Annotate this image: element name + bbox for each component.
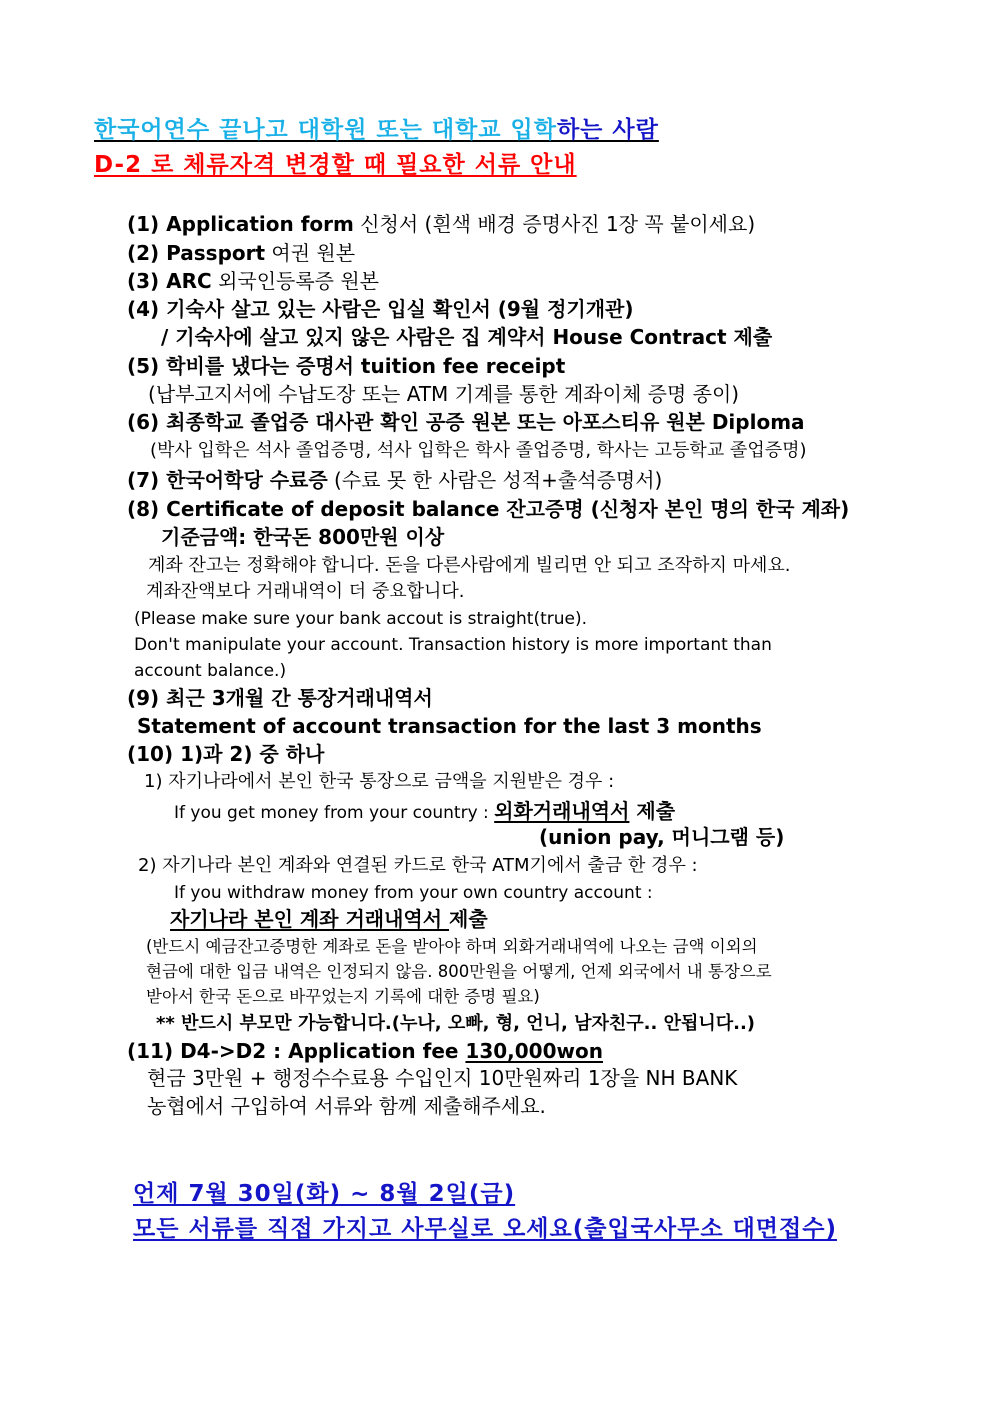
item-11-line-1 [127,1039,603,1063]
item-10-2a: 2) 자기나라 본인 계좌와 연결된 카드로 한국 ATM기에서 출금 한 경우 : [138,855,698,876]
item-2-desc: 여권 원본 [265,241,356,265]
title-cyan-part: 한국어연수 끝나고 대학원 또는 대학교 입학 [94,117,557,143]
item-10-1b-submit: 제출 [629,799,676,823]
item-10-2c [170,907,488,931]
item-11-label: (11) D4->D2 : Application fee [127,1039,466,1063]
item-8-en-1: (Please make sure your bank accout is straight(true). [134,609,588,629]
item-5-line-1: (5) 학비를 냈다는 증명서 tuition fee receipt [127,354,566,378]
item-8-line-1: (8) Certificate of deposit balance 잔고증명 (신청자 본인 명의 한국 계좌) [127,497,850,521]
item-10-note-3: 받아서 한국 돈으로 바꾸었는지 기록에 대한 증명 필요) [146,987,540,1006]
item-11-line-3: 농협에서 구입하여 서류와 함께 제출해주세요. [147,1094,546,1118]
item-1 [127,212,755,236]
item-10-2b: If you withdraw money from your own country account : [174,883,653,903]
item-8-note-2: 계좌잔액보다 거래내역이 더 중요합니다. [146,581,465,602]
title-line-2: D-2 로 체류자격 변경할 때 필요한 서류 안내 [94,152,577,178]
item-3 [127,269,379,293]
item-8-en-2: Don't manipulate your account. Transaction history is more important than [134,635,772,655]
item-4-line-1: (4) 기숙사 살고 있는 사람은 입실 확인서 (9월 정기개관) [127,297,634,321]
title-line-1 [94,117,659,145]
item-8-line-2: 기준금액: 한국돈 800만원 이상 [161,525,445,549]
item-10-2c-submit: 제출 [449,907,488,931]
title-blue-part: 하는 사람 [556,117,659,143]
item-11-line-2: 현금 3만원 + 행정수수료용 수입인지 10만원짜리 1장을 NH BANK [147,1066,738,1090]
item-6-line-1: (6) 최종학교 졸업증 대사관 확인 공증 원본 또는 아포스티유 원본 Diploma [127,410,805,434]
footer-date: 언제 7월 30일(화) ~ 8월 2일(금) [133,1181,516,1207]
item-4-line-2: / 기숙사에 살고 있지 않은 사람은 집 계약서 House Contract 제출 [161,325,773,349]
item-7-desc: (수료 못 한 사람은 성적+출석증명서) [327,468,663,492]
item-10-1b-underlined: 외화거래내역서 [494,799,630,823]
item-7-label: (7) 한국어학당 수료증 [127,468,328,492]
item-8-note-1: 계좌 잔고는 정확해야 합니다. 돈을 다른사람에게 빌리면 안 되고 조작하지 마세요. [148,555,791,576]
item-10-1c: (union pay, 머니그램 등) [539,825,785,849]
item-10-line-1: (10) 1)과 2) 중 하나 [127,742,325,766]
item-3-desc: 외국인등록증 원본 [211,269,379,293]
item-10-1a: 1) 자기나라에서 본인 한국 통장으로 금액을 지원받은 경우 : [144,771,615,792]
item-5-line-2: (납부고지서에 수납도장 또는 ATM 기계를 통한 계좌이체 증명 종이) [148,382,740,406]
item-8-en-3: account balance.) [134,661,287,681]
footer-note: 모든 서류를 직접 가지고 사무실로 오세요(출입국사무소 대면접수) [133,1216,837,1242]
item-10-note-1: (반드시 예금잔고증명한 계좌로 돈을 받아야 하며 외화거래내역에 나오는 금액 이외의 [146,937,758,956]
item-2-label: (2) Passport [127,241,266,265]
item-10-note-4: ** 반드시 부모만 가능합니다.(누나, 오빠, 형, 언니, 남자친구.. 안됩니다..) [156,1013,756,1034]
item-3-label: (3) ARC [127,269,212,293]
item-1-desc: 신청서 (흰색 배경 증명사진 1장 꼭 붙이세요) [353,212,756,236]
item-9-line-2: Statement of account transaction for the last 3 months [137,714,762,738]
item-6-line-2: (박사 입학은 석사 졸업증명, 석사 입학은 학사 졸업증명, 학사는 고등학교 졸업증명) [150,440,807,461]
item-10-2c-underlined: 자기나라 본인 계좌 거래내역서 [170,907,450,931]
item-1-label: (1) Application form [127,212,354,236]
item-10-1b-text: If you get money from your country : [174,803,495,823]
item-11-fee: 130,000won [465,1039,603,1063]
item-2 [127,241,355,265]
item-7 [127,468,662,492]
item-10-note-2: 현금에 대한 입금 내역은 인정되지 않음. 800만원을 어떻게, 언제 외국에서 내 통장으로 [146,962,772,981]
item-10-1b [174,799,675,823]
item-9-line-1: (9) 최근 3개월 간 통장거래내역서 [127,686,433,710]
